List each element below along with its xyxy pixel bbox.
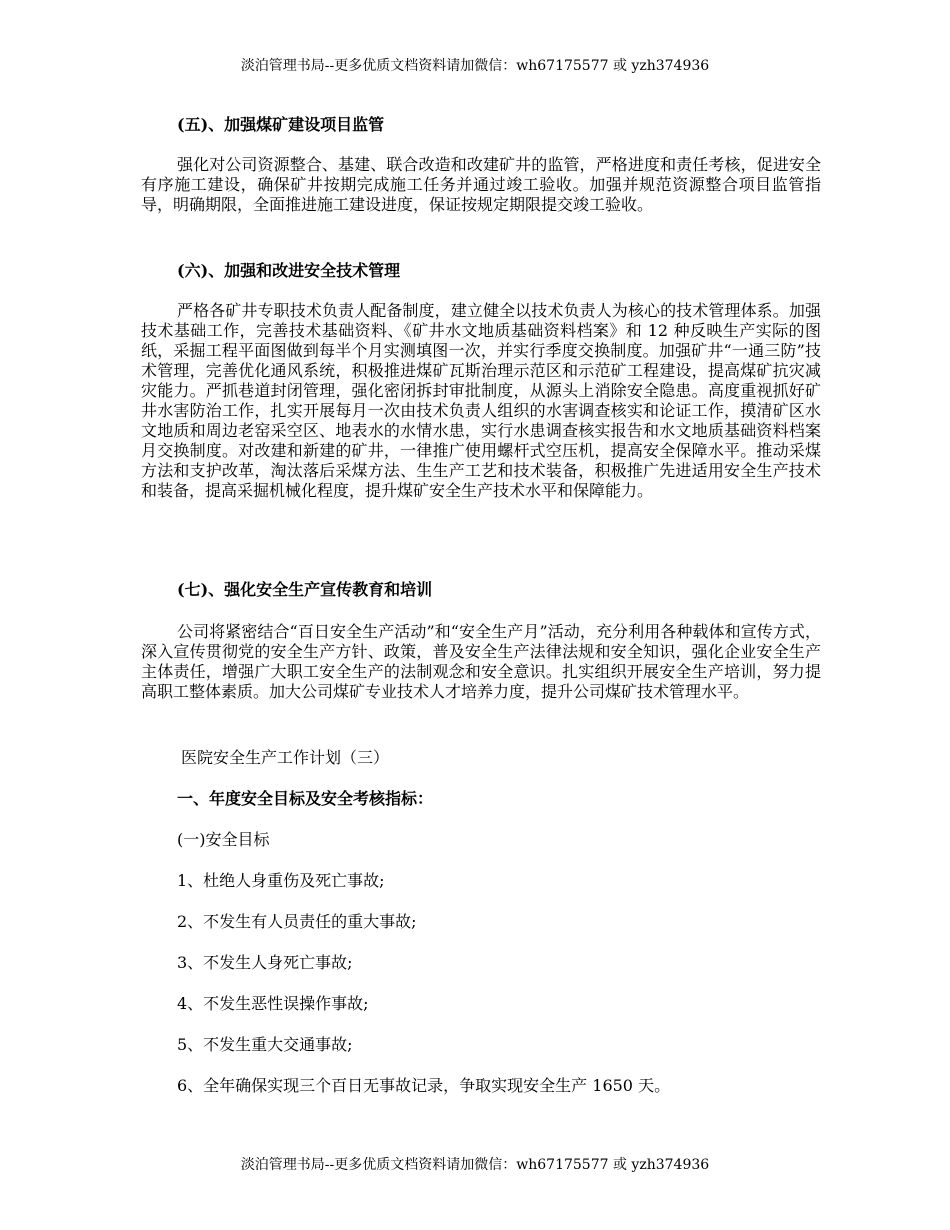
section-heading-7: (七)、强化安全生产宣传教育和培训 — [177, 580, 433, 599]
section-heading-5: (五)、加强煤矿建设项目监管 — [177, 115, 385, 134]
target-item: 1、杜绝人身重伤及死亡事故; — [177, 871, 385, 890]
page-header: 淡泊管理书局--更多优质文档资料请加微信：wh67175577 或 yzh374936 — [240, 58, 710, 74]
section-body-7: 公司将紧密结合“百日安全生产活动”和“安全生产月”活动，充分利用各种载体和宣传方式，深入宣传贯彻党的安全生产方针、政策，普及安全生产法律法规和安全知识，强化企业安全生产主体责任，增强广大职工安全生产的法制观念和安全意识。扎实组织开展安全生产培训，努力提高职工整体素质。加大公司煤矿专业技术人才培养力度，提升公司煤矿技术管理水平。 — [141, 622, 821, 701]
section-body-5: 强化对公司资源整合、基建、联合改造和改建矿井的监管，严格进度和责任考核，促进安全有序施工建设，确保矿井按期完成施工任务并通过竣工验收。加强并规范资源整合项目监管指导，明确期限，全面推进施工建设进度，保证按规定期限提交竣工验收。 — [141, 155, 821, 214]
target-item: 5、不发生重大交通事故; — [177, 1035, 353, 1054]
plan-title: 医院安全生产工作计划（三） — [181, 748, 390, 767]
section-body-6: 严格各矿井专职技术负责人配备制度，建立健全以技术负责人为核心的技术管理体系。加强技术基础工作，完善技术基础资料、《矿井水文地质基础资料档案》和 12 种反映生产实际的图纸，采掘工程平面图做到每半个月实测填图一次，并实行季度交换制度。加强矿井“一通三防”技术管理，完善优化通风系统，积极推进煤矿瓦斯治理示范区和示范矿工程建设，提高煤矿抗灾减灾能力。严抓巷道封闭管理，强化密闭拆封审批制度，从源头上消除安全隐患。高度重视抓好矿井水害防治工作，扎实开展每月一次由技术负责人组织的水害调查核实和论证工作，摸清矿区水文地质和周边老窑采空区、地表水的水情水患，实行水患调查核实报告和水文地质基础资料档案月交换制度。对改建和新建的矿井，一律推广使用螺杆式空压机，提高安全保障水平。推动采煤方法和支护改革，淘汰落后采煤方法、生生产工艺和技术装备，积极推广先进适用安全生产技术和装备，提高采掘机械化程度，提升煤矿安全生产技术水平和保障能力。 — [141, 301, 821, 500]
target-item: 6、全年确保实现三个百日无事故记录，争取实现安全生产 1650 天。 — [177, 1076, 671, 1095]
target-item: 3、不发生人身死亡事故; — [177, 953, 353, 972]
page-footer: 淡泊管理书局--更多优质文档资料请加微信：wh67175577 或 yzh374936 — [240, 1157, 710, 1173]
section-heading-6: (六)、加强和改进安全技术管理 — [177, 261, 401, 280]
target-item: 2、不发生有人员责任的重大事故; — [177, 912, 417, 931]
plan-section-heading: 一、年度安全目标及安全考核指标： — [177, 789, 434, 808]
plan-subsection: (一)安全目标 — [177, 830, 270, 849]
target-item: 4、不发生恶性误操作事故; — [177, 994, 369, 1013]
